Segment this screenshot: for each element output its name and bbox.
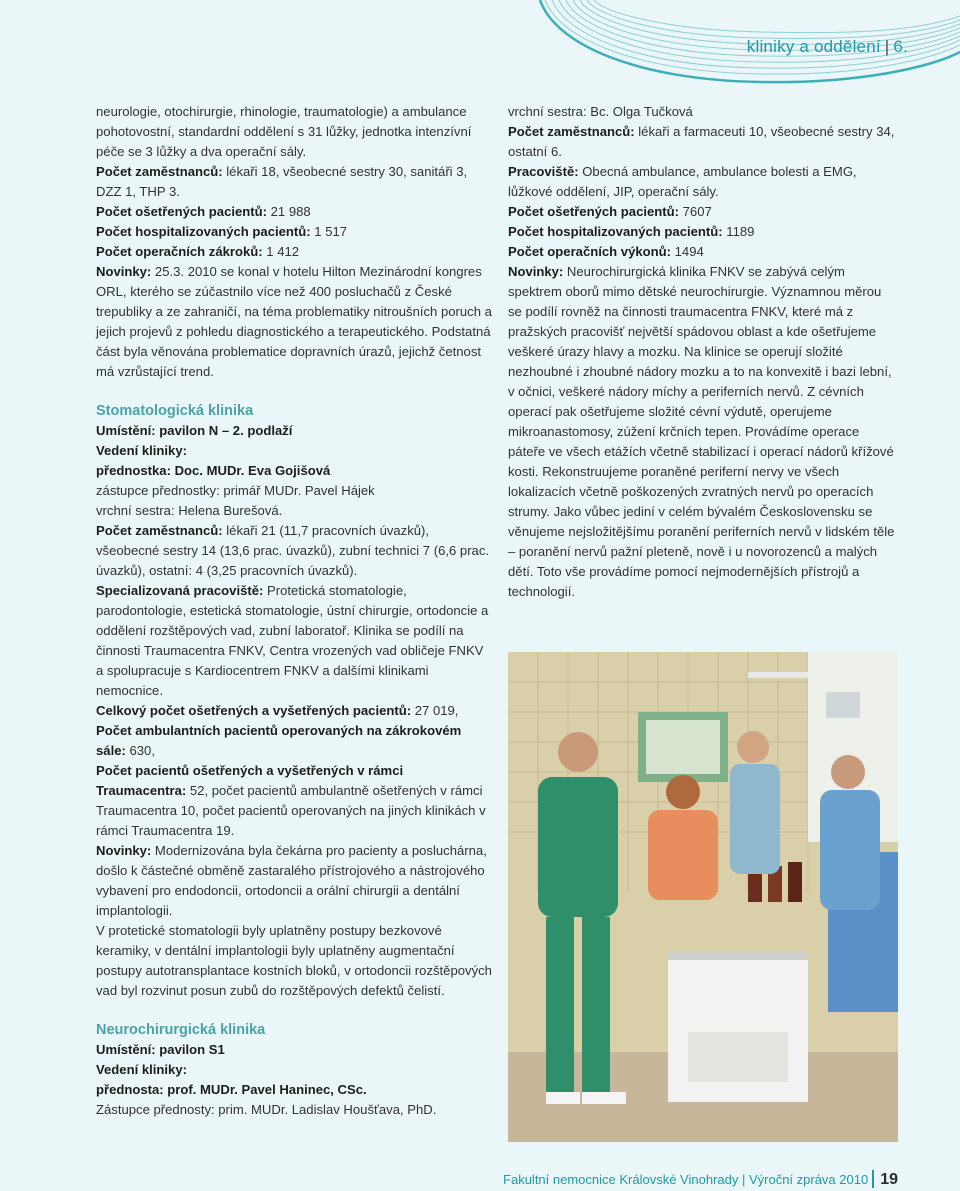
left-column — [96, 102, 492, 1120]
neuro-treated: Počet ošetřených pacientů: 7607 — [508, 204, 712, 219]
neuro-operations: Počet operačních výkonů: 1494 — [508, 244, 704, 259]
stomatology-trauma: Počet pacientů ošetřených a vyšetřených v rámci Traumacentra: 52, počet pacientů ambulantně ošetřených v rámci Traumacentra 10, počet pacientů operovaných na jiných klinikách v rámci Traumacentra 19. — [96, 763, 486, 838]
stomatology-ambulatory: Počet ambulantních pacientů operovaných na zákrokovém sále: 630, — [96, 723, 462, 758]
section-title: kliniky a oddělení — [746, 37, 881, 56]
stomatology-head: přednostka: Doc. MUDr. Eva Gojišová — [96, 463, 331, 478]
neuro-nurse: vrchní sestra: Bc. Olga Tučková — [508, 104, 693, 119]
stomatology-specializations: Specializovaná pracoviště: Protetická stomatologie, parodontologie, estetická stomatologie, ústní chirurgie, ortodoncie a oddělení rozštěpových vad, zubní laboratoř. Klinika se podílí na činnosti Traumacentra FNKV, Centra vrozených vad obličeje FNKV a spolupracuje s Kardiocentrem FNKV a dalšími klinikami nemocnice. — [96, 583, 489, 698]
neuro-workplaces: Pracoviště: Obecná ambulance, ambulance bolesti a EMG, lůžkové oddělení, JIP, operační sály. — [508, 164, 857, 199]
page-footer — [503, 1170, 898, 1189]
footer-page-number: 19 — [880, 1171, 898, 1188]
stomatology-management: Vedení kliniky: — [96, 443, 187, 458]
orl-hospitalized: Počet hospitalizovaných pacientů: 1 517 — [96, 224, 348, 239]
neurosurgery-head: přednosta: prof. MUDr. Pavel Haninec, CSc. — [96, 1082, 367, 1097]
stomatology-staff: Počet zaměstnanců: lékaři 21 (11,7 pracovních úvazků), všeobecné sestry 14 (13,6 prac. úvazků), zubní technici 7 (6,6 prac. úvazků), ostatní: 4 (3,25 pracovních úvazků). — [96, 523, 490, 578]
neuro-staff: Počet zaměstnanců: lékaři a farmaceuti 10, všeobecné sestry 34, ostatní 6. — [508, 124, 895, 159]
stomatology-total: Celkový počet ošetřených a vyšetřených pacientů: 27 019, — [96, 703, 459, 718]
neurosurgery-heading: Neurochirurgická klinika — [96, 1022, 266, 1038]
neurosurgery-deputy: Zástupce přednosty: prim. MUDr. Ladislav Houšťava, PhD. — [96, 1102, 437, 1117]
right-column — [508, 102, 898, 602]
intro-paragraph: neurologie, otochirurgie, rhinologie, traumatologie) a ambulance pohotovostní, standardní oddělení s 31 lůžky, jednotka intenzívní péče se 3 lůžky a dva operační sály. — [96, 104, 472, 159]
footer-text: Fakultní nemocnice Královské Vinohrady | Výroční zpráva 2010 — [503, 1172, 869, 1187]
footer-divider — [872, 1170, 874, 1188]
stomatology-news: Novinky: Modernizována byla čekárna pro pacienty a posluchárna, došlo k částečné obměně zastaralého přístrojového a nástrojového vybavení pro endodoncii, ortodoncii a orální chirurgii a dentální implantologii. — [96, 843, 487, 918]
neuro-news: Novinky: Neurochirurgická klinika FNKV se zabývá celým spektrem oborů mimo dětské neurochirurgie. Významnou měrou se podílí rovněž na činnosti traumacentra FNKV, které má z pražských pracovišť největší spádovou oblast a kde ošetřujeme veškeré úrazy hlavy a mozku. Na klinice se operují složité nezhoubné i zhoubné nádory mozku a to na konvexitě i bazi lební, v očnici, veškeré nádory míchy a periferních nervů. Z cévních operací pak ošetřujeme složité cévní výdutě, operujeme mikroanastomosy, zúžení krčních tepen. Provádíme operace páteře ve všech etážích včetně stabilizací i operací nádorů křížové kosti. Rekonstruujeme poraněné periferní nervy ve všech lokalizacích včetně poškozených zvratných nervů po operacích strumy. Jako vůbec jediní v celém bývalém Československu se věnujeme nejsložitějšímu poranění periferních nervů v lidském těle – poranění nervů pažní pleteně, nově i u novorozenců a malých dětí. Toto vše provádíme pomocí nejmodernějších přístrojů a technologií. — [508, 264, 895, 599]
neuro-hospitalized: Počet hospitalizovaných pacientů: 1189 — [508, 224, 755, 239]
header-page-number: 6. — [893, 37, 908, 56]
operating-room-photo — [508, 652, 898, 1142]
orl-operations: Počet operačních zákroků: 1 412 — [96, 244, 300, 259]
stomatology-heading: Stomatologická klinika — [96, 403, 254, 419]
stomatology-deputy: zástupce přednostky: primář MUDr. Pavel Hájek — [96, 483, 375, 498]
neurosurgery-location: Umístění: pavilon S1 — [96, 1042, 225, 1057]
header-separator: | — [884, 37, 890, 56]
orl-news: Novinky: 25.3. 2010 se konal v hotelu Hilton Mezinárodní kongres ORL, kterého se zúčastnilo více než 400 posluchačů z České trepubliky a ze zahraničí, na téma problematiky nitroušních poruch a jejich projevů z pohledu diagnostického a terapeutického. Podstatná část byla věnována problematice dopravních úrazů, jejichž četnost má vzrůstající trend. — [96, 264, 492, 379]
orl-treated: Počet ošetřených pacientů: 21 988 — [96, 204, 311, 219]
neurosurgery-management: Vedení kliniky: — [96, 1062, 187, 1077]
stomatology-extra: V protetické stomatologii byly uplatněny postupy bezkovové keramiky, v dentální implantologii byly uplatněny augmentační postupy autotransplantace kostních bloků, v ortodoncii rozštěpových vad byl rozvinut posun zubů do rozštěpových defektů čelistí. — [96, 923, 492, 998]
page-header — [747, 37, 908, 57]
stomatology-location: Umístění: pavilon N – 2. podlaží — [96, 423, 293, 438]
stomatology-nurse: vrchní sestra: Helena Burešová. — [96, 503, 283, 518]
orl-staff: Počet zaměstnanců: lékaři 18, všeobecné sestry 30, sanitáři 3, DZZ 1, THP 3. — [96, 164, 468, 199]
